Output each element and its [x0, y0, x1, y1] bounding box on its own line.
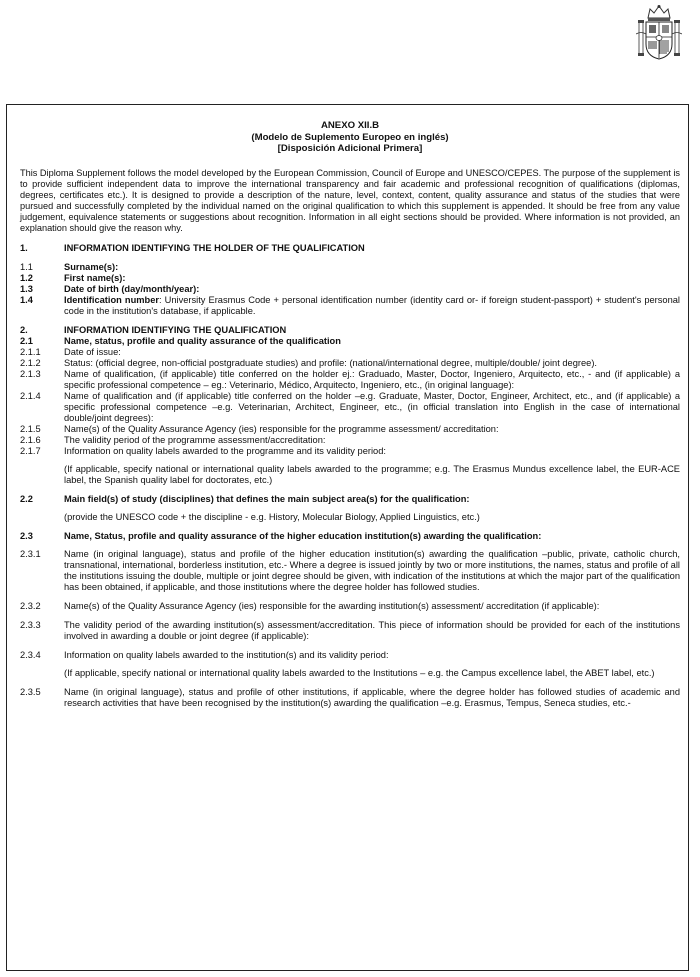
subsection-title: Main field(s) of study (disciplines) that defines the main subject area(s) for the qualification: — [64, 493, 470, 504]
item-number: 2.1.7 — [20, 445, 41, 456]
item-number: 1.4 — [20, 294, 33, 305]
item-text: Information on quality labels awarded to the institution(s) and its validity period: — [64, 649, 389, 660]
section-title: INFORMATION IDENTIFYING THE HOLDER OF THE QUALIFICATION — [64, 242, 365, 253]
item-number: 2.3.2 — [20, 600, 41, 611]
document-body — [20, 120, 680, 709]
subsection-2-2-note: (provide the UNESCO code + the discipline - e.g. History, Molecular Biology, Applied Linguistics, etc.) — [64, 511, 480, 522]
item-text — [64, 295, 680, 317]
item-number: 2.1.2 — [20, 357, 41, 368]
item-number: 2.1.5 — [20, 423, 41, 434]
spanish-coat-of-arms-icon — [636, 4, 682, 62]
section-1-heading — [20, 243, 680, 254]
intro-paragraph: This Diploma Supplement follows the model developed by the European Commission, Council of Europe and UNESCO/CEPES. The purpose of the supplement is to provide sufficient independent data to improve the international transparency and fair academic and professional recognition of qualifications (diplomas, degrees, certificates etc.). It is designed to provide a description of the nature, level, context, content, quality assurance and status of the studies that were pursued and successfully completed by the individual named on the original qualification to which this supplement is appended. It should be free from any value judgement, equivalence statements or suggestions about recognition. Information in all eight sections should be provided. Where information is not provided, an explanation should give the reason why. — [20, 167, 680, 233]
subsection-number: 2.1 — [20, 335, 33, 346]
item-text: The validity period of the programme assessment/accreditation: — [64, 434, 326, 445]
field-date-of-birth — [20, 284, 680, 295]
item-number: 2.1.1 — [20, 346, 41, 357]
item-2-1-3 — [20, 369, 680, 391]
item-2-1-5 — [20, 424, 680, 435]
item-number: 2.3.5 — [20, 686, 41, 697]
section-number: 2. — [20, 324, 28, 335]
item-2-1-4 — [20, 391, 680, 424]
item-text: Information on quality labels awarded to the programme and its validity period: — [64, 445, 386, 456]
item-number: 2.3.3 — [20, 619, 41, 630]
item-text: Status: (official degree, non-official postgraduate studies) and profile: (national/international degree, multiple/double/ joint degree). — [64, 357, 598, 368]
item-description: : University Erasmus Code + personal identification number (identity card or- if foreign student-passport) + student's personal code in the institution's database, if applicable. — [64, 294, 680, 316]
field-identification-number — [20, 295, 680, 317]
field-first-name — [20, 273, 680, 284]
subsection-number: 2.3 — [20, 530, 33, 541]
item-number: 1.1 — [20, 261, 33, 272]
item-2-1-7-note: (If applicable, specify national or international quality labels awarded to the programme; e.g. The Erasmus Mundus excellence label, the EUR-ACE label, the Spanish quality label for doctorates, etc.) — [64, 463, 680, 485]
item-text: Name (in original language), status and profile of other institutions, if applicable, where the degree holder has followed studies of academic and research activities that have been recognised by the institution(s) awarding the qualification –e.g. Erasmus, Tempus, Seneca studies, etc.- — [64, 686, 680, 708]
annex-provision: [Disposición Adicional Primera] — [277, 143, 423, 154]
item-2-3-2 — [20, 601, 680, 612]
section-number: 1. — [20, 242, 28, 253]
item-label: Date of birth (day/month/year): — [64, 283, 200, 294]
item-2-1-2 — [20, 358, 680, 369]
item-2-1-1 — [20, 347, 680, 358]
subsection-2-1-heading — [20, 336, 680, 347]
subsection-2-3-heading — [20, 531, 680, 542]
item-number: 2.3.1 — [20, 548, 41, 559]
annex-subtitle: (Modelo de Suplemento Europeo en inglés) — [251, 131, 449, 143]
section-title: INFORMATION IDENTIFYING THE QUALIFICATION — [64, 324, 287, 335]
item-number: 2.3.4 — [20, 649, 41, 660]
item-number: 1.3 — [20, 283, 33, 294]
item-2-1-6 — [20, 435, 680, 446]
item-2-3-3 — [20, 620, 680, 642]
item-text: Name(s) of the Quality Assurance Agency (ies) responsible for the awarding institution(s) assessment/ accreditation (if applicable): — [64, 600, 600, 611]
item-2-3-4 — [20, 650, 680, 661]
item-text: Name of qualification and (if applicable) title conferred on the holder –e.g. Graduate, Master, Doctor, Engineer, Architect, etc., and (if applicable) a specific professional competence –e.g. Veterinarian, Architect, Engineer, etc., (in official translation into English in the case of international double/joint degrees): — [64, 390, 680, 423]
item-2-1-7 — [20, 446, 680, 457]
item-number: 2.1.6 — [20, 434, 41, 445]
item-2-3-5 — [20, 687, 680, 709]
section-2-heading — [20, 325, 680, 336]
item-number: 1.2 — [20, 272, 33, 283]
item-label: First name(s): — [64, 272, 126, 283]
item-2-3-4-note: (If applicable, specify national or international quality labels awarded to the Institutions – e.g. the Campus excellence label, the ABET label, etc.) — [64, 667, 655, 678]
annex-title: ANEXO XII.B — [320, 120, 380, 131]
item-label: Identification number — [64, 294, 159, 305]
item-text: Name(s) of the Quality Assurance Agency (ies) responsible for the programme assessment/ accreditation: — [64, 423, 499, 434]
item-number: 2.1.4 — [20, 390, 41, 401]
subsection-number: 2.2 — [20, 493, 33, 504]
item-text: Name of qualification, (if applicable) title conferred on the holder ej.: Graduado, Master, Doctor, Ingeniero, Arquitecto, etc., - and (if applicable) a specific professional competence – eg.: Veterinario, Médico, Arquitecto, Ingeniero, etc., (in original language): — [64, 368, 680, 390]
subsection-2-2-heading — [20, 494, 680, 505]
item-text: Date of issue: — [64, 346, 121, 357]
field-surname — [20, 262, 680, 273]
item-label: Surname(s): — [64, 261, 119, 272]
item-2-3-1 — [20, 549, 680, 593]
subsection-title: Name, status, profile and quality assurance of the qualification — [64, 335, 341, 346]
subsection-title: Name, Status, profile and quality assurance of the higher education institution(s) awarding the qualification: — [64, 530, 542, 541]
item-text: Name (in original language), status and profile of the higher education institution(s) awarding the qualification –public, private, catholic church, transnational, international, borderless institution, etc.- Where a degree is issued jointly by two or more institutions, the names, status and profile of all the institutions issuing the double, multiple or joint degree should be given, with indication of the institutions at which the major part of the qualification has been obtained, if applicable, and those institutions where the degree holder has followed studies. — [64, 548, 680, 592]
item-text: The validity period of the awarding institution(s) assessment/accreditation. This piece of information should be provided for each of the institutions involved in awarding a double or joint degree (if applicable): — [64, 619, 680, 641]
item-number: 2.1.3 — [20, 368, 41, 379]
